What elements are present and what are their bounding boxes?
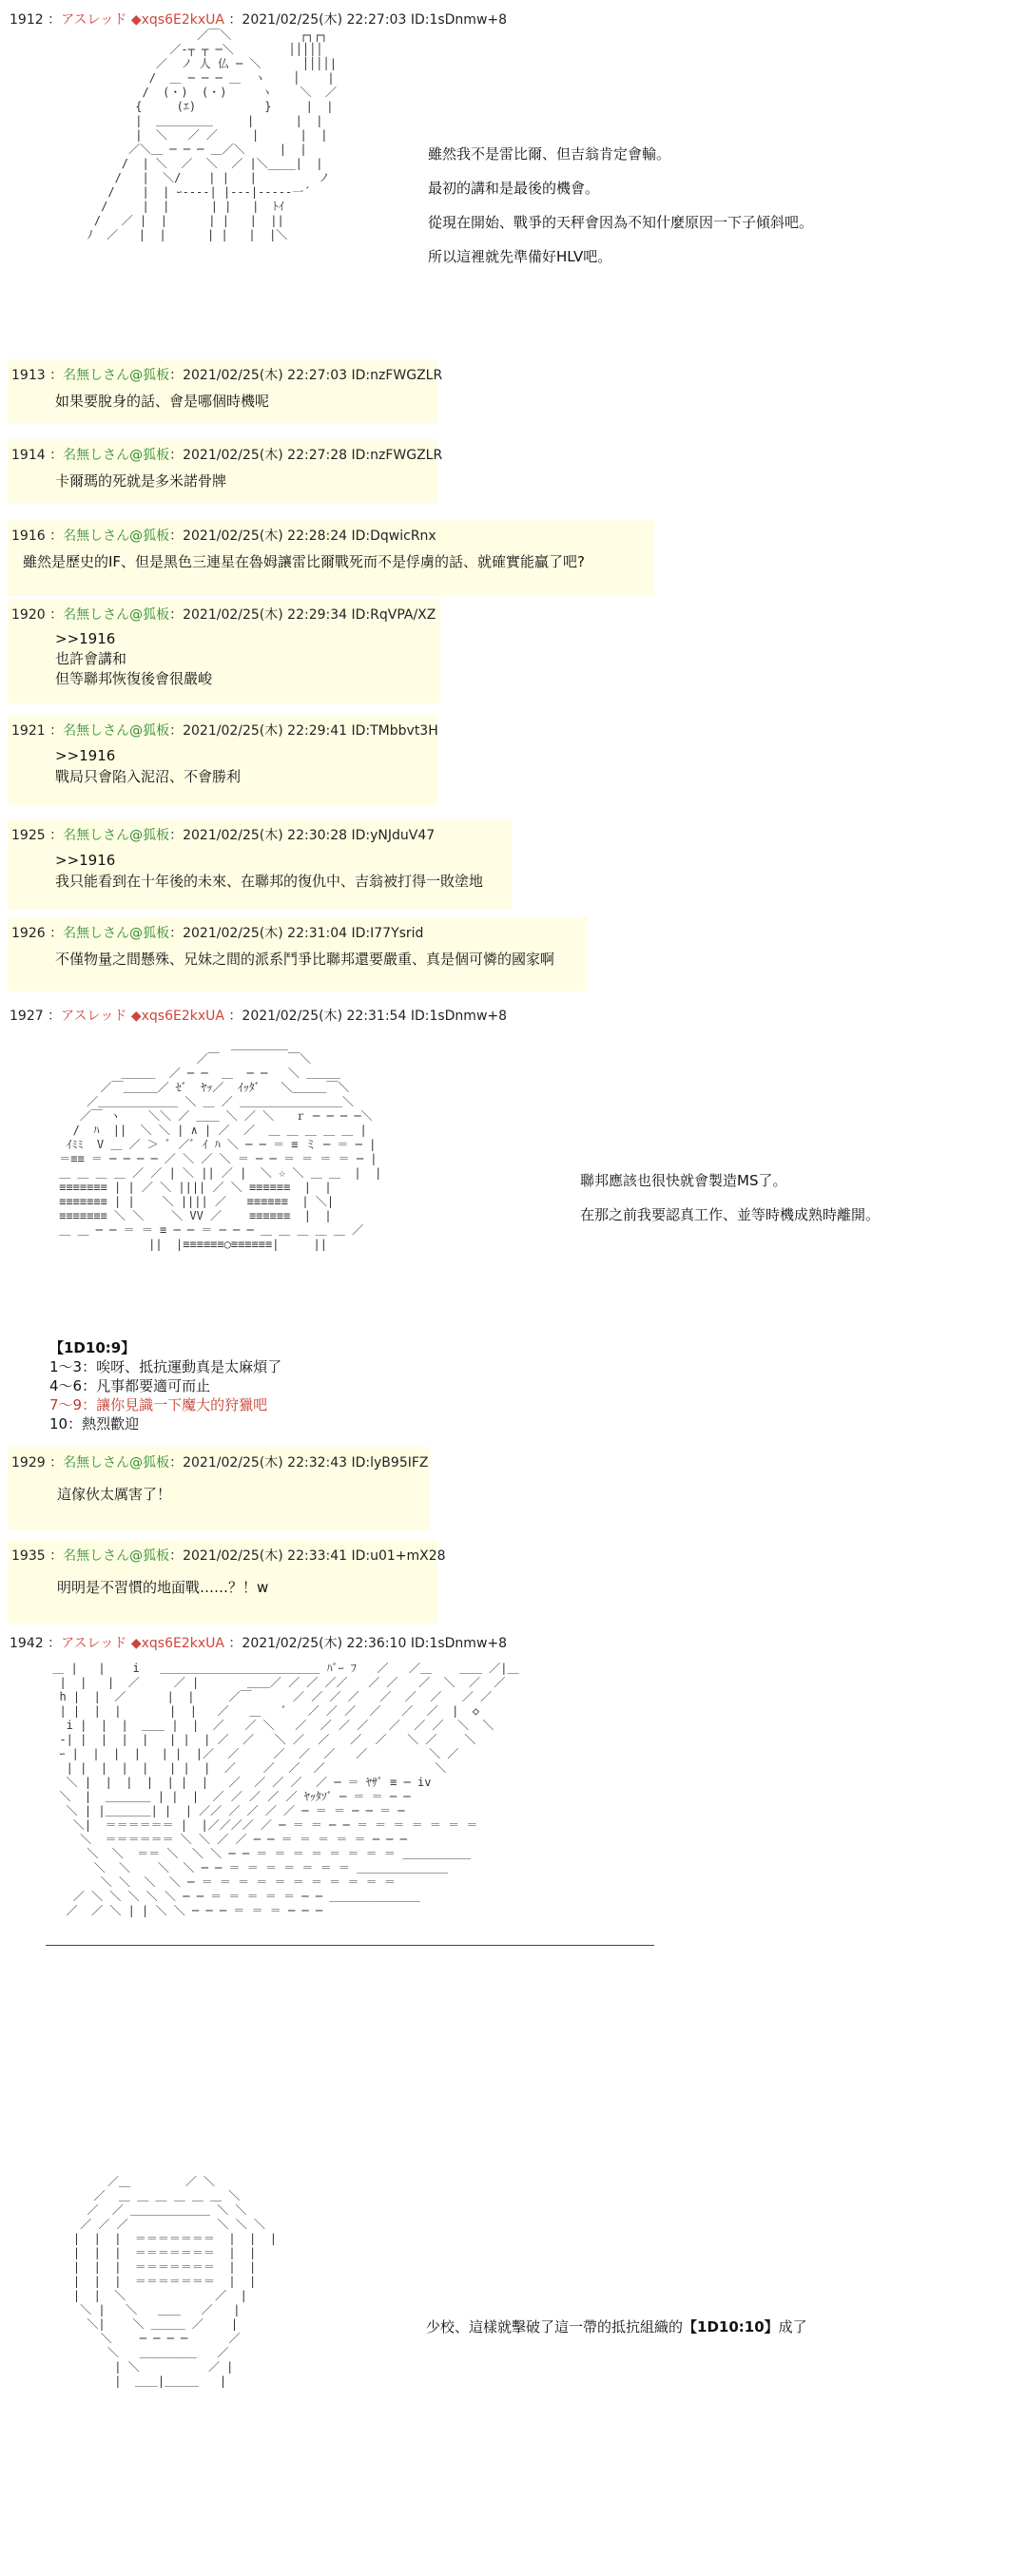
post-date: 2021/02/25(木) 22:27:03 <box>183 368 348 383</box>
post-header-1927: 1927 ：アスレッド ◆xqs6E2kxUA ：2021/02/25(木) 22:31:54 ID:1sDnmw+8 <box>10 1009 508 1024</box>
dialogue-line: 所以這裡就先準備好HLV吧。 <box>428 248 612 265</box>
dialogue-line: 最初的講和是最後的機會。 <box>428 180 600 197</box>
post-number[interactable]: 1916 <box>11 529 46 544</box>
post-id[interactable]: ID:lyB95IFZ <box>351 1455 429 1471</box>
poster-trip: ◆xqs6E2kxUA <box>130 12 224 28</box>
post-id[interactable]: ID:TMbbvt3H <box>351 723 438 739</box>
reply-post-1921: 1921 ：名無しさん@狐板：2021/02/25(木) 22:29:41 ID:TMbbvt3H >>1916 戰局只會陷入泥沼、不會勝利 <box>8 715 437 805</box>
post-date: 2021/02/25(木) 22:30:28 <box>183 828 348 843</box>
poster-name[interactable]: 名無しさん@狐板 <box>63 926 170 941</box>
post-body: 不僅物量之間懸殊、兄妹之間的派系鬥爭比聯邦還要嚴重、真是個可憐的國家啊 <box>55 951 555 968</box>
poster-name[interactable]: アスレッド <box>61 12 127 28</box>
post-body: 雖然是歷史的IF、但是黑色三連星在魯姆讓雷比爾戰死而不是俘虜的話、就確實能贏了吧? <box>23 553 586 570</box>
ascii-art-character-2: ＿＿＿＿＿ ／￣ ￣＼ ＿＿＿ ／ ─ ─ ＿ ─ ─ ＼ ＿＿＿ ／￣＿＿＿／ ｾﾞ ﾔｯ／ ｲｯﾀﾞ ＼＿＿＿￣＼ ／＿＿＿＿＿＿＿ ＼ ＿ ／ ＿＿＿＿＿＿＿＿＿＼ ／￣ ヽ ＼＼ ／ ＿＿ ＼ ／ ＼ ｒ ─ ─ ─ ─＼ / ﾊ || ＼ ＼ | ∧ | ／ ／ ＿ ＿ ＿ ＿ ＿ | ｲﾐﾐ V ＿ ／ ＞ ﾞ ／ﾞ ｲ ﾊ ＼ ─ ─ ＝ ≡ ミ ─ ＝ ─ | ＝≡≡ ＝ ─ ─ ─ ─ ／ ＼ ／ ＼ ＝ ─ ─ ＝ ＝ ＝ ＝ ─ | ＿ ＿ ＿ ＿ ／ ／ | ＼ || ／ | ＼ ☆ ＼ ＿ ＿ | | ≡≡≡≡≡≡≡ | | ／ ＼ |||| ／ ＼ ≡≡≡≡≡≡ | | ≡≡≡≡≡≡≡ | | ＼ |||| ／ ≡≡≡≡≡≡ | ＼| ≡≡≡≡≡≡≡ ＼ ＼ ＼ VV ／ ≡≡≡≡≡≡ | | ＿ ＿ ─ ─ ＝ ＝ ≡ ─ ─ ＝ ─ ─ ─ ＿ ＿ ＿ ＿ ＿ ／ || |≡≡≡≡≡≡○≡≡≡≡≡≡| || <box>59 1038 382 1251</box>
ascii-art-battle-scene: ＿ | | i ＿＿＿＿＿＿＿＿＿＿＿＿＿＿ ﾊﾞｰ ﾌ ／ ／＿ ＿＿ ／|＿ | | | ／ ／ | ＿＿／ ／ ／ ／／ ／ ／ ／ ＼ ／ ／ h | | ／ | | ／￣ ／ ／ ／ ／ ／ ／ ／ ／ ／ | | | | | | ／ ＿ ﾞ ／ ／ ／ ／ ／ ／ | ◇ i | | | ＿＿ | | ／ ／ ＼ ／ ／ ／ ／ ／ ／ ／ ＼ ＼ -| | | | | | | | ／ ／ ＼ ／ ／ ／ ／ ＼ ／ ＼ ｰ | | | | | | |／ ／ ／ ／ ／ ／ ＼ ／ | | | | | | | | ／ ／ ／ ／ ＼ ＼ | | | | | | | ／ ／ ／ ／ ／ ─ ＝ ﾔｻﾞ ≡ ─ iv ＼ | ＿＿＿＿ | | | ／ ／ ／ ／ ／ ﾔｯﾀｿﾞ ─ ＝ ＝ ─ ─ ＼ | |＿＿＿＿| | | ／／ ／ ／ ／ ／ ─ ＝ ＝ ─ ─ ＝ ─ ＼| ＝＝＝＝＝＝ | |／／／／ ／ ─ ＝ ＝ ─ ─ ＝ ＝ ＝ ＝ ＝ ＝ ＝ ＼ ＝＝＝＝＝＝ ＼ ＼ ／ ／ ─ ─ ＝ ＝ ＝ ＝ ＝ ─ ─ ─ ＼ ＼ ＝＝ ＼ ＼ ＼ ─ ─ ＝ ＝ ＝ ＝ ＝ ＝ ＝ ＝ ＿＿＿＿＿＿ ＼ ＼ ＼ ＼ ─ ─ ＝ ＝ ＝ ＝ ＝ ＝ ＝ ＿＿＿＿＿＿＿＿ ＼ ＼ ＼ ＼ ─ ＝ ＝ ＝ ＝ ＝ ＝ ＝ ＝ ＝ ＝ ＝ ／ ＼ ＼ ＼ ＼ ＼ ─ ─ ＝ ＝ ＝ ＝ ＝ ─ ─ ＿＿＿＿＿＿＿＿ ／ ／ ＼ | | ＼ ＼ ─ ─ ─ ＝ ＝ ＝ ─ ─ ─ <box>52 1662 519 1917</box>
post-id[interactable]: ID:u01+mX28 <box>351 1548 446 1564</box>
post-header-1942: 1942 ：アスレッド ◆xqs6E2kxUA ：2021/02/25(木) 22:36:10 ID:1sDnmw+8 <box>10 1636 508 1651</box>
post-body: 如果要脫身的話、會是哪個時機呢 <box>55 393 270 410</box>
post-id[interactable]: ID:RqVPA/XZ <box>351 607 436 623</box>
post-id[interactable]: ID:I77Ysrid <box>351 926 424 941</box>
post-number[interactable]: 1927 <box>10 1009 44 1024</box>
reply-post-1925: 1925 ：名無しさん@狐板：2021/02/25(木) 22:30:28 ID:yNJduV47 >>1916 我只能看到在十年後的未來、在聯邦的復仇中、吉翁被打得一敗塗地 <box>8 819 512 910</box>
post-date: 2021/02/25(木) 22:36:10 <box>242 1636 407 1651</box>
post-number[interactable]: 1942 <box>10 1636 44 1651</box>
reply-post-1913: 1913 ：名無しさん@狐板：2021/02/25(木) 22:27:03 ID:nzFWGZLR 如果要脫身的話、會是哪個時機呢 <box>8 359 437 424</box>
dialogue-text: 少校、這樣就擊破了這一帶的抵抗組織的 <box>426 2318 684 2336</box>
poster-trip: ◆xqs6E2kxUA <box>130 1009 224 1024</box>
post-date: 2021/02/25(木) 22:29:34 <box>183 607 348 623</box>
dice-option-selected: 7～9：讓你見識一下魔大的狩獵吧 <box>49 1396 268 1413</box>
post-number[interactable]: 1935 <box>11 1548 46 1564</box>
post-date: 2021/02/25(木) 22:27:03 <box>242 12 407 28</box>
dice-option: 4～6：凡事都要適可而止 <box>49 1377 211 1394</box>
poster-name[interactable]: 名無しさん@狐板 <box>63 368 170 383</box>
post-body: 卡爾瑪的死就是多米諾骨牌 <box>55 472 227 490</box>
dice-option: 10：熱烈歡迎 <box>49 1415 140 1432</box>
poster-name[interactable]: 名無しさん@狐板 <box>63 607 170 623</box>
poster-name[interactable]: 名無しさん@狐板 <box>63 1548 170 1564</box>
post-number[interactable]: 1912 <box>10 12 44 28</box>
post-number[interactable]: 1920 <box>11 607 46 623</box>
dialogue-line: 從現在開始、戰爭的天秤會因為不知什麼原因一下子傾斜吧。 <box>428 214 814 231</box>
post-id[interactable]: ID:yNJduV47 <box>351 828 436 843</box>
dice-roll-inline: 【1D10:10】 <box>683 2318 779 2336</box>
post-body: 明明是不習慣的地面戰……？！w <box>57 1579 269 1596</box>
reply-post-1916: 1916 ：名無しさん@狐板：2021/02/25(木) 22:28:24 ID:DqwicRnx 雖然是歷史的IF、但是黑色三連星在魯姆讓雷比爾戰死而不是俘虜的話、就確實能贏了吧? <box>8 520 654 596</box>
post-number[interactable]: 1929 <box>11 1455 46 1471</box>
post-id[interactable]: ID:1sDnmw+8 <box>410 1009 508 1024</box>
dialogue-text: 成了 <box>778 2318 807 2336</box>
poster-trip: ◆xqs6E2kxUA <box>130 1636 224 1651</box>
reply-post-1935: 1935 ：名無しさん@狐板：2021/02/25(木) 22:33:41 ID:u01+mX28 明明是不習慣的地面戰……？！w <box>8 1540 437 1624</box>
divider-line <box>46 1945 654 1946</box>
post-id[interactable]: ID:nzFWGZLR <box>351 368 443 383</box>
post-date: 2021/02/25(木) 22:28:24 <box>183 529 348 544</box>
reply-post-1920: 1920 ：名無しさん@狐板：2021/02/25(木) 22:29:34 ID:RqVPA/XZ >>1916 也許會講和 但等聯邦恢復後會很嚴峻 <box>8 599 440 703</box>
post-number[interactable]: 1921 <box>11 723 46 739</box>
dialogue-line <box>426 2316 807 2338</box>
poster-name[interactable]: 名無しさん@狐板 <box>63 723 170 739</box>
poster-name[interactable]: 名無しさん@狐板 <box>63 828 170 843</box>
post-date: 2021/02/25(木) 22:31:04 <box>183 926 348 941</box>
dice-roll-result: 【1D10:9】 <box>49 1339 136 1356</box>
poster-name[interactable]: 名無しさん@狐板 <box>63 448 170 463</box>
post-number[interactable]: 1913 <box>11 368 46 383</box>
poster-name[interactable]: 名無しさん@狐板 <box>63 529 170 544</box>
post-body: 這傢伙太厲害了！ <box>57 1486 172 1503</box>
reply-post-1929: 1929 ：名無しさん@狐板：2021/02/25(木) 22:32:43 ID:lyB95IFZ 這傢伙太厲害了！ <box>8 1447 430 1530</box>
post-id[interactable]: ID:DqwicRnx <box>351 529 436 544</box>
post-number[interactable]: 1925 <box>11 828 46 843</box>
poster-name[interactable]: 名無しさん@狐板 <box>63 1455 170 1471</box>
dialogue-line: 聯邦應該也很快就會製造MS了。 <box>580 1172 787 1189</box>
post-date: 2021/02/25(木) 22:32:43 <box>183 1455 348 1471</box>
ascii-art-character-1: ／￣＼ ┌┐┌┐ ／-┬ ┬ ─＼ │││││ ／ ノ 人 仏 ─ ＼ ││││| / ＿ ─ ─ ─ ＿ ヽ │ | / (・) (・) ヽ ＼ ／ { (ｴ) } | | | ＿＿＿＿＿ | | | | ＼ ／ ／ | | | ／＼＿ ─ ─ ─ ＿／＼ | | / | ＼ ／ ＼ ／ |＼____| | / | ＼/ | | | ノ / | | ｰ----| |---|-----一´ / | | | | | ﾄｲ / ／ | | | | | || ﾉ ／ | | | | | |＼ <box>87 29 337 241</box>
post-date: 2021/02/25(木) 22:29:41 <box>183 723 348 739</box>
poster-name[interactable]: アスレッド <box>61 1009 127 1024</box>
dice-option: 1～3：唉呀、抵抗運動真是太麻煩了 <box>49 1358 282 1375</box>
dialogue-line: 雖然我不是雷比爾、但吉翁肯定會輸。 <box>428 145 671 163</box>
poster-name[interactable]: アスレッド <box>61 1636 127 1651</box>
post-header-1912: 1912 ：アスレッド ◆xqs6E2kxUA ：2021/02/25(木) 22:27:03 ID:1sDnmw+8 <box>10 12 508 28</box>
ascii-art-character-3: ／＿ ／ ＼ ／ ＿ ＿ ＿ ＿ ＿ ＿ ＼ ／ ／ ＿＿＿＿＿＿＿ ＼ ＼ ／ ／ ／ ＼ ＼ ＼ | | | ＝＝＝＝＝＝＝ | | | | | | ＝＝＝＝＝＝＝ | | | | | ＝＝＝＝＝＝＝ | | | | | ＝＝＝＝＝＝＝ | | | | ＼ ／ | ＼ | ＼ ＿＿ ／ | ＼| ＼ ＿＿＿ ／ | ＼ ─ ─ ─ ─ ／ ＼ ＿＿＿＿＿ ／ | ＼ ／ | | ＿＿|＿＿＿ | <box>72 2175 277 2388</box>
reply-post-1914: 1914 ：名無しさん@狐板：2021/02/25(木) 22:27:28 ID:nzFWGZLR 卡爾瑪的死就是多米諾骨牌 <box>8 439 437 504</box>
post-body: >>1916 我只能看到在十年後的未來、在聯邦的復仇中、吉翁被打得一敗塗地 <box>55 852 484 890</box>
post-id[interactable]: ID:1sDnmw+8 <box>410 1636 508 1651</box>
post-date: 2021/02/25(木) 22:27:28 <box>183 448 348 463</box>
post-id[interactable]: ID:nzFWGZLR <box>351 448 443 463</box>
post-body: >>1916 戰局只會陷入泥沼、不會勝利 <box>55 747 242 785</box>
post-number[interactable]: 1914 <box>11 448 46 463</box>
post-id[interactable]: ID:1sDnmw+8 <box>410 12 508 28</box>
dialogue-line: 在那之前我要認真工作、並等時機成熟時離開。 <box>580 1206 881 1223</box>
post-body: >>1916 也許會講和 但等聯邦恢復後會很嚴峻 <box>55 630 213 687</box>
reply-post-1926: 1926 ：名無しさん@狐板：2021/02/25(木) 22:31:04 ID:I77Ysrid 不僅物量之間懸殊、兄妹之間的派系鬥爭比聯邦還要嚴重、真是個可憐的國家啊 <box>8 917 588 991</box>
post-date: 2021/02/25(木) 22:33:41 <box>183 1548 348 1564</box>
post-date: 2021/02/25(木) 22:31:54 <box>242 1009 407 1024</box>
post-number[interactable]: 1926 <box>11 926 46 941</box>
